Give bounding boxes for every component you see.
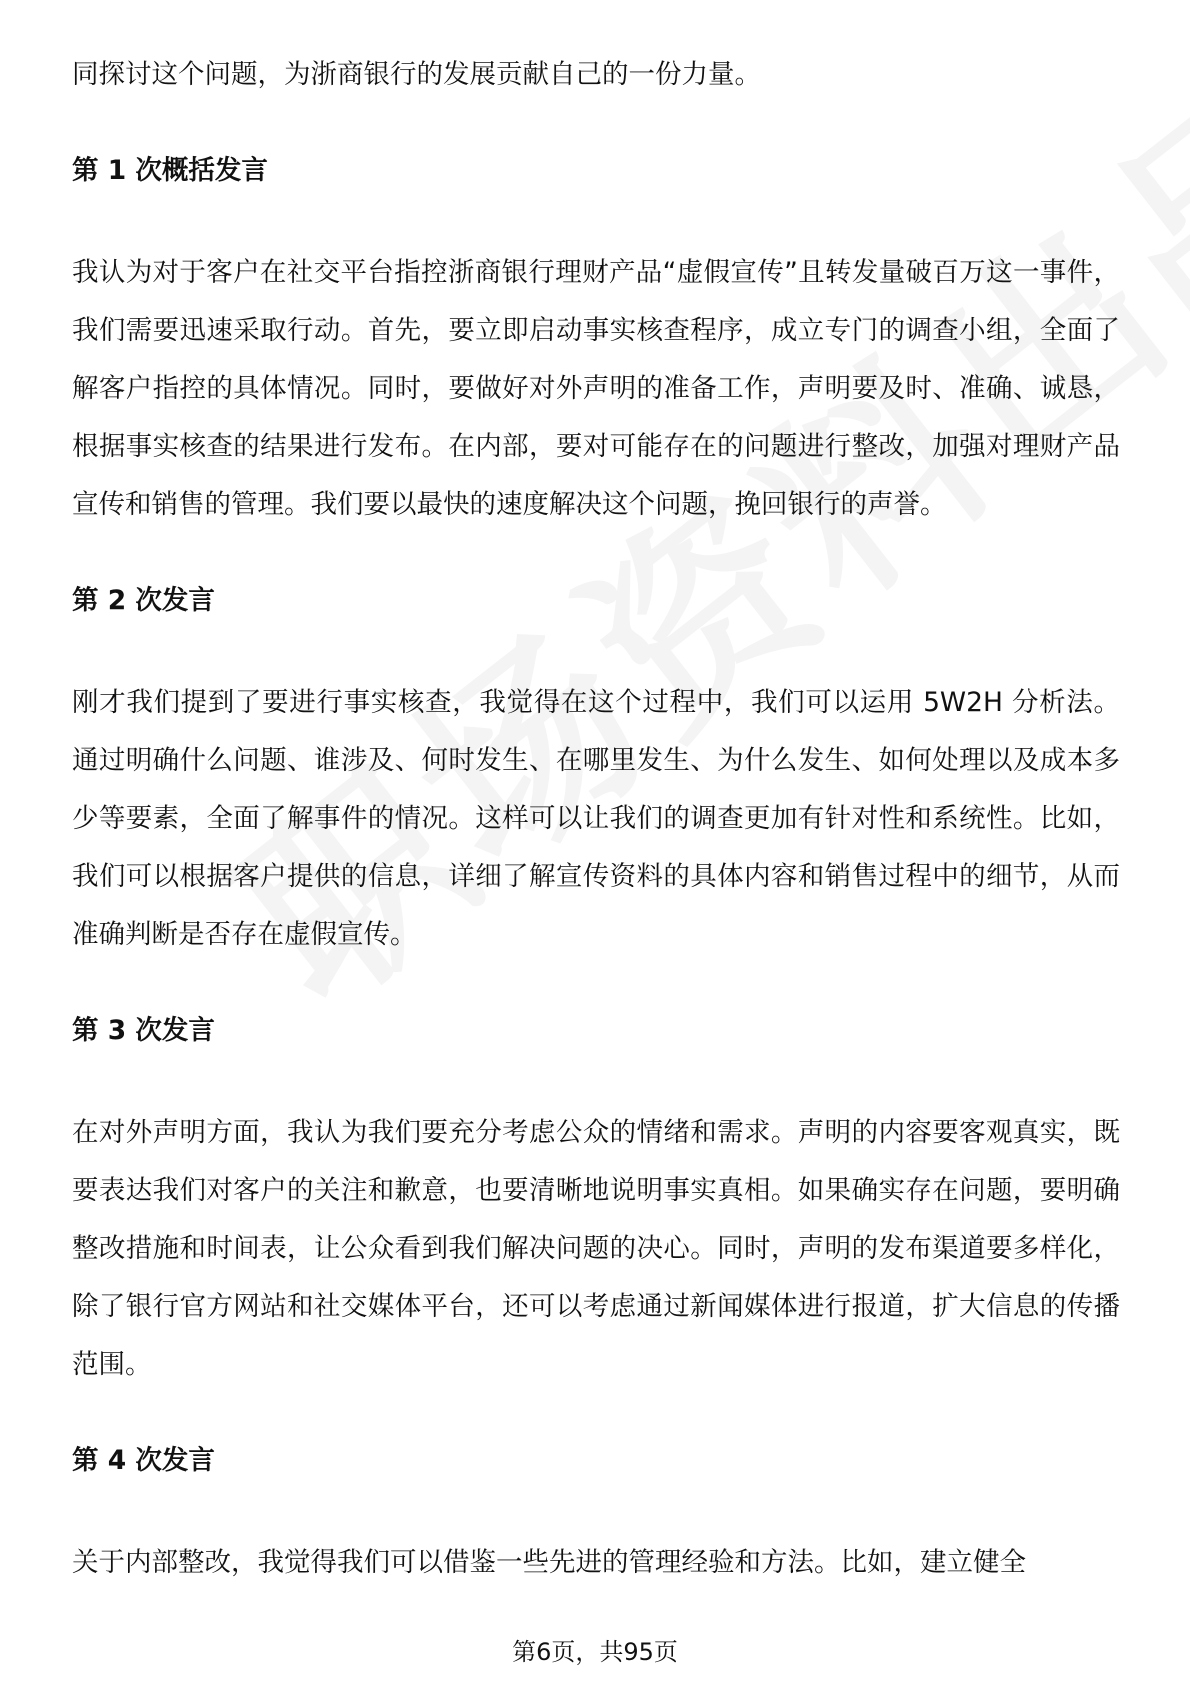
section-2-body: 刚才我们提到了要进行事实核查，我觉得在这个过程中，我们可以运用 5W2H 分析法。通过明确什么问题、谁涉及、何时发生、在哪里发生、为什么发生、如何处理以及成本多少等要素，全面了解事件的情况。这样可以让我们的调查更加有针对性和系统性。比如，我们可以根据客户提供的信息，详细了解宣传资料的具体内容和销售过程中的细节，从而准确判断是否存在虚假宣传。: [72, 687, 1120, 950]
section-1-heading: 第 1 次概括发言: [72, 155, 268, 186]
section-4-body: 关于内部整改，我觉得我们可以借鉴一些先进的管理经验和方法。比如，建立健全: [72, 1547, 1026, 1578]
section-3-body: 在对外声明方面，我认为我们要充分考虑公众的情绪和需求。声明的内容要客观真实，既要表达我们对客户的关注和歉意，也要清晰地说明事实真相。如果确实存在问题，要明确整改措施和时间表，让公众看到我们解决问题的决心。同时，声明的发布渠道要多样化，除了银行官方网站和社交媒体平台，还可以考虑通过新闻媒体进行报道，扩大信息的传播范围。: [72, 1117, 1120, 1380]
section-3-heading: 第 3 次发言: [72, 1015, 215, 1046]
section-2-heading: 第 2 次发言: [72, 585, 215, 616]
page-number-footer: 第6页，共95页: [512, 1638, 678, 1666]
document-content: [72, 46, 1120, 1592]
section-1-body: 我认为对于客户在社交平台指控浙商银行理财产品“虚假宣传”且转发量破百万这一事件，我们需要迅速采取行动。首先，要立即启动事实核查程序，成立专门的调查小组，全面了解客户指控的具体情况。同时，要做好对外声明的准备工作，声明要及时、准确、诚恳，根据事实核查的结果进行发布。在内部，要对可能存在的问题进行整改，加强对理财产品宣传和销售的管理。我们要以最快的速度解决这个问题，挽回银行的声誉。: [72, 257, 1120, 520]
section-4-heading: 第 4 次发言: [72, 1445, 215, 1476]
intro-paragraph-tail: 同探讨这个问题，为浙商银行的发展贡献自己的一份力量。: [72, 59, 761, 90]
